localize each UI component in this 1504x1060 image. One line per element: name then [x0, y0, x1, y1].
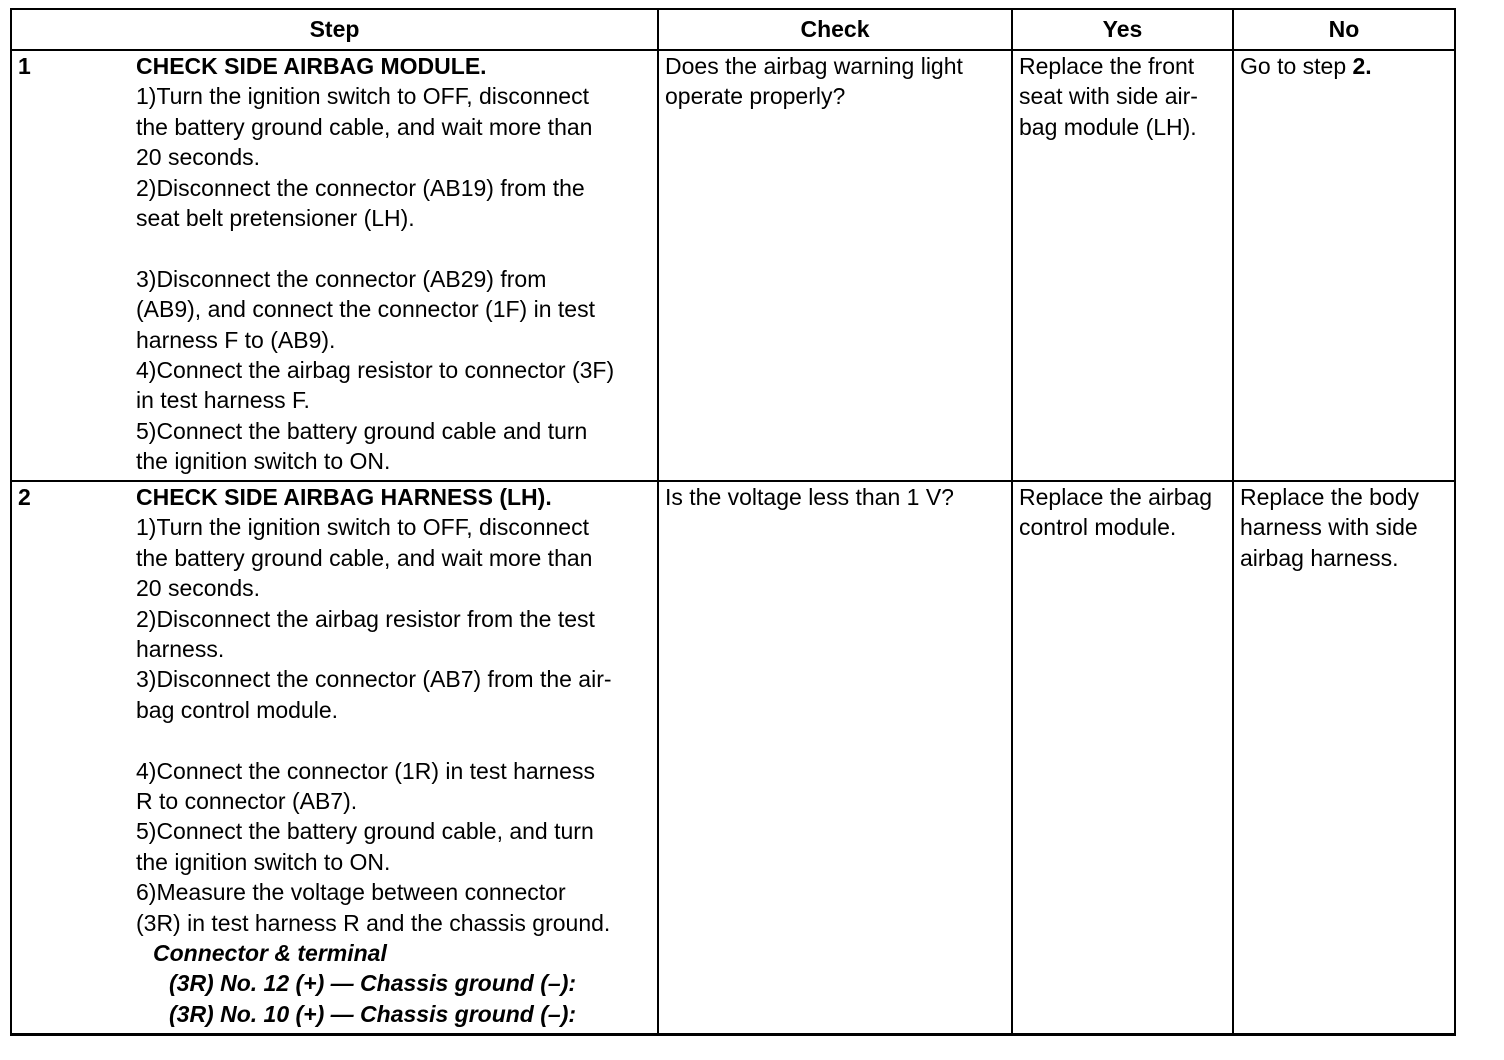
- header-yes: Yes: [1012, 9, 1233, 50]
- instruction-line: 3)Disconnect the connector (AB7) from the air-: [136, 666, 612, 693]
- yes-line: bag module (LH).: [1019, 113, 1197, 140]
- header-step: Step: [11, 9, 658, 50]
- instruction-line: (AB9), and connect the connector (1F) in test: [136, 296, 595, 323]
- instruction-line: 1)Turn the ignition switch to OFF, disconnect: [136, 514, 589, 541]
- no-line: airbag harness.: [1240, 544, 1399, 571]
- instruction-line: 20 seconds.: [136, 144, 261, 171]
- spec-line: (3R) No. 10 (+) — Chassis ground (–):: [169, 1000, 577, 1027]
- instruction-line: 5)Connect the battery ground cable, and turn: [136, 818, 594, 845]
- instruction-line: 2)Disconnect the connector (AB19) from the: [136, 174, 585, 201]
- spacer: [136, 233, 653, 263]
- instruction-line: harness F to (AB9).: [136, 326, 336, 353]
- instruction-line: 2)Disconnect the airbag resistor from the test: [136, 605, 595, 632]
- step-title: CHECK SIDE AIRBAG HARNESS (LH).: [136, 484, 552, 510]
- instruction-line: the ignition switch to ON.: [136, 848, 391, 875]
- step-title: CHECK SIDE AIRBAG MODULE.: [136, 53, 487, 79]
- step-cell: [11, 481, 658, 1035]
- instruction-line: 4)Connect the connector (1R) in test harness: [136, 757, 595, 784]
- yes-line: control module.: [1019, 514, 1177, 541]
- table-row: [11, 481, 1455, 1035]
- diagnostic-table: [10, 8, 1456, 1036]
- instruction-line: (3R) in test harness R and the chassis ground.: [136, 909, 611, 936]
- instruction-line: seat belt pretensioner (LH).: [136, 205, 415, 232]
- instruction-line: the battery ground cable, and wait more than: [136, 113, 593, 140]
- check-line: Does the airbag warning light: [665, 53, 963, 79]
- check-line: Is the voltage less than 1 V?: [665, 484, 954, 510]
- no-line: Replace the body: [1240, 484, 1420, 510]
- instruction-line: 1)Turn the ignition switch to OFF, disconnect: [136, 83, 589, 110]
- table-row: [11, 50, 1455, 481]
- no-line: harness with side: [1240, 514, 1418, 541]
- yes-cell: [1012, 50, 1233, 481]
- instruction-line: 20 seconds.: [136, 575, 261, 602]
- instruction-line: harness.: [136, 636, 225, 663]
- step-number: 1: [18, 53, 31, 79]
- no-step-ref: 2.: [1352, 53, 1372, 79]
- instruction-line: bag control module.: [136, 696, 339, 723]
- yes-line: Replace the airbag: [1019, 484, 1213, 510]
- check-cell: [658, 50, 1012, 481]
- header-no: No: [1233, 9, 1455, 50]
- no-prefix: Go to step: [1240, 53, 1353, 79]
- yes-cell: [1012, 481, 1233, 1035]
- no-line: [1240, 51, 1448, 81]
- instruction-line: 3)Disconnect the connector (AB29) from: [136, 265, 547, 292]
- spacer: [136, 725, 653, 755]
- spec-line: (3R) No. 12 (+) — Chassis ground (–):: [169, 970, 577, 997]
- check-line: operate properly?: [665, 83, 846, 110]
- no-cell: [1233, 481, 1455, 1035]
- yes-line: Replace the front: [1019, 53, 1195, 79]
- yes-line: seat with side air-: [1019, 83, 1198, 110]
- instruction-line: 6)Measure the voltage between connector: [136, 879, 566, 906]
- instruction-line: the battery ground cable, and wait more than: [136, 544, 593, 571]
- instruction-line: 4)Connect the airbag resistor to connector (3F): [136, 357, 615, 384]
- instruction-line: 5)Connect the battery ground cable and turn: [136, 417, 588, 444]
- step-number: 2: [18, 484, 31, 510]
- instruction-line: the ignition switch to ON.: [136, 448, 391, 475]
- header-row: [11, 9, 1455, 50]
- spec-title: Connector & terminal: [153, 940, 387, 967]
- instruction-line: R to connector (AB7).: [136, 788, 358, 815]
- header-check: Check: [658, 9, 1012, 50]
- instruction-line: in test harness F.: [136, 387, 310, 414]
- step-cell: [11, 50, 658, 481]
- check-cell: [658, 481, 1012, 1035]
- no-cell: [1233, 50, 1455, 481]
